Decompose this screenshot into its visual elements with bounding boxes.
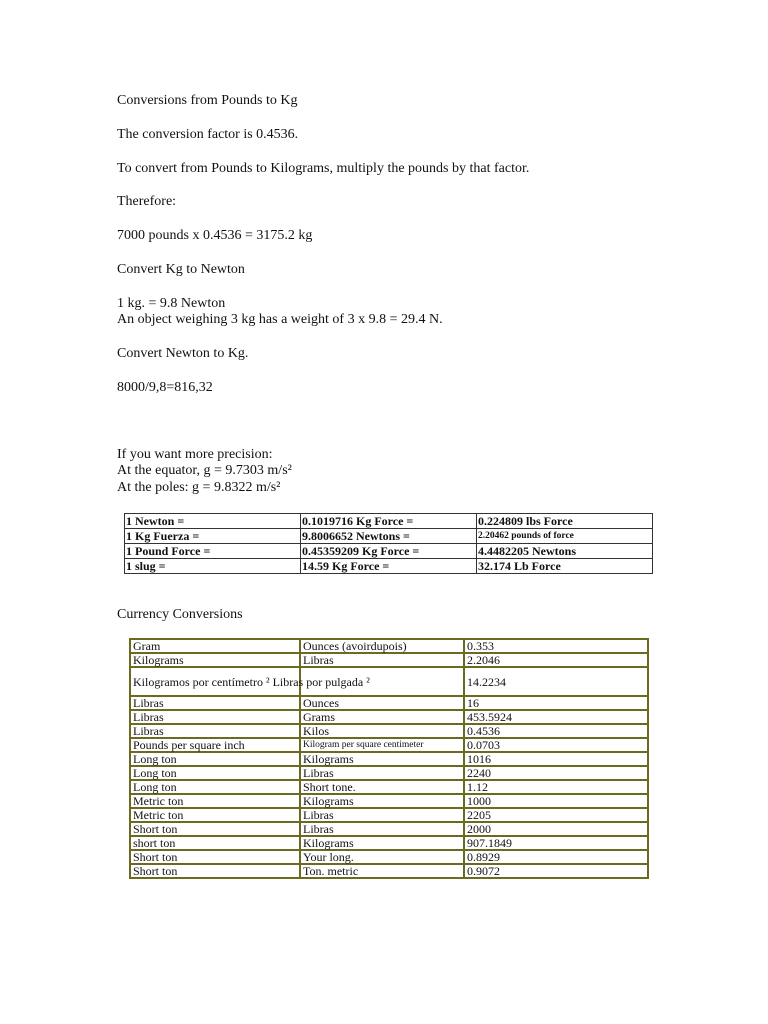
table-cell: 0.0703 [464,738,648,752]
instruction-text: To convert from Pounds to Kilograms, multiply the pounds by that factor. [117,161,530,176]
table-cell: 2205 [464,808,648,822]
table-row [130,696,648,710]
table-row [130,794,648,808]
table-cell: Your long. [300,850,464,864]
table-cell: 1 slug = [125,559,301,574]
table-cell: Long ton [130,766,300,780]
table-row [130,766,648,780]
equator-gravity: At the equator, g = 9.7303 m/s² [117,463,292,478]
table-cell: 0.45359209 Kg Force = [301,544,477,559]
table-cell: Gram [130,639,300,653]
table-row [130,752,648,766]
table-row [130,836,648,850]
heading-newton-to-kg: Convert Newton to Kg. [117,346,249,361]
table-cell: 1 Newton = [125,514,301,529]
table-cell: 0.224809 lbs Force [477,514,653,529]
table-row [130,639,648,653]
table-cell: Libras [130,724,300,738]
table-cell: Short ton [130,864,300,878]
conversion-factor-text: The conversion factor is 0.4536. [117,127,299,142]
heading-kg-to-newton: Convert Kg to Newton [117,262,245,277]
table-cell: Metric ton [130,794,300,808]
table-cell: 2.2046 [464,653,648,667]
table-cell: Ounces (avoirdupois) [300,639,464,653]
table-cell: Libras [300,822,464,836]
table-row [130,710,648,724]
table-cell: 0.353 [464,639,648,653]
table-cell: 14.59 Kg Force = [301,559,477,574]
table-cell: Long ton [130,752,300,766]
table-cell: 16 [464,696,648,710]
table-cell: 0.8929 [464,850,648,864]
table-cell: Ton. metric [300,864,464,878]
table-row [130,780,648,794]
table-cell: Libras [300,808,464,822]
table-cell: Libras [300,653,464,667]
table-row [130,808,648,822]
table-row [125,514,653,529]
table-cell: Kilograms [130,653,300,667]
table-cell: 1000 [464,794,648,808]
table-cell: Short ton [130,822,300,836]
table-cell: Libras [130,696,300,710]
table-row [130,850,648,864]
table-cell: 0.1019716 Kg Force = [301,514,477,529]
table-cell: 2240 [464,766,648,780]
table-cell: Libras [130,710,300,724]
table-cell: 2.20462 pounds of force [477,529,653,544]
table-cell: Short ton [130,850,300,864]
kg-newton-equality: 1 kg. = 9.8 Newton [117,296,226,311]
table-row [130,653,648,667]
heading-currency-conversions: Currency Conversions [117,607,243,622]
table-row [130,864,648,878]
table-cell: Kilograms [300,836,464,850]
table-cell: Metric ton [130,808,300,822]
table-cell: 32.174 Lb Force [477,559,653,574]
table-row [130,822,648,836]
table-cell: 907.1849 [464,836,648,850]
table-cell: 1 Pound Force = [125,544,301,559]
table-cell: Kilogramos por centímetro ² Libras por pulgada ² [130,667,300,696]
heading-pounds-to-kg: Conversions from Pounds to Kg [117,93,298,108]
table-cell: 453.5924 [464,710,648,724]
table-cell: Grams [300,710,464,724]
table-row [130,667,648,696]
table-cell: 0.4536 [464,724,648,738]
table-cell: Kilograms [300,752,464,766]
table-row [130,724,648,738]
poles-gravity: At the poles: g = 9.8322 m/s² [117,480,281,495]
precision-intro: If you want more precision: [117,447,273,462]
newton-kg-calculation: 8000/9,8=816,32 [117,380,213,395]
table-cell: Ounces [300,696,464,710]
table-cell: 14.2234 [464,667,648,696]
table-cell: 1.12 [464,780,648,794]
example-calculation: 7000 pounds x 0.4536 = 3175.2 kg [117,228,313,243]
table-cell: Long ton [130,780,300,794]
force-units-table [124,513,653,574]
table-cell: 2000 [464,822,648,836]
table-row [130,738,648,752]
table-cell: Pounds per square inch [130,738,300,752]
table-cell: Libras [300,766,464,780]
table-cell: Kilos [300,724,464,738]
table-cell: 1016 [464,752,648,766]
table-cell: Short tone. [300,780,464,794]
table-cell: 4.4482205 Newtons [477,544,653,559]
table-row [125,544,653,559]
therefore-text: Therefore: [117,194,177,209]
unit-conversion-table [129,638,649,879]
table-row [125,529,653,544]
table-row [125,559,653,574]
table-cell: Kilograms [300,794,464,808]
table-cell: 9.8006652 Newtons = [301,529,477,544]
weight-example: An object weighing 3 kg has a weight of 3 x 9.8 = 29.4 N. [117,312,443,327]
table-cell: short ton [130,836,300,850]
table-cell: 0.9072 [464,864,648,878]
table-cell: Kilogram per square centimeter [300,738,464,752]
table-cell: 1 Kg Fuerza = [125,529,301,544]
